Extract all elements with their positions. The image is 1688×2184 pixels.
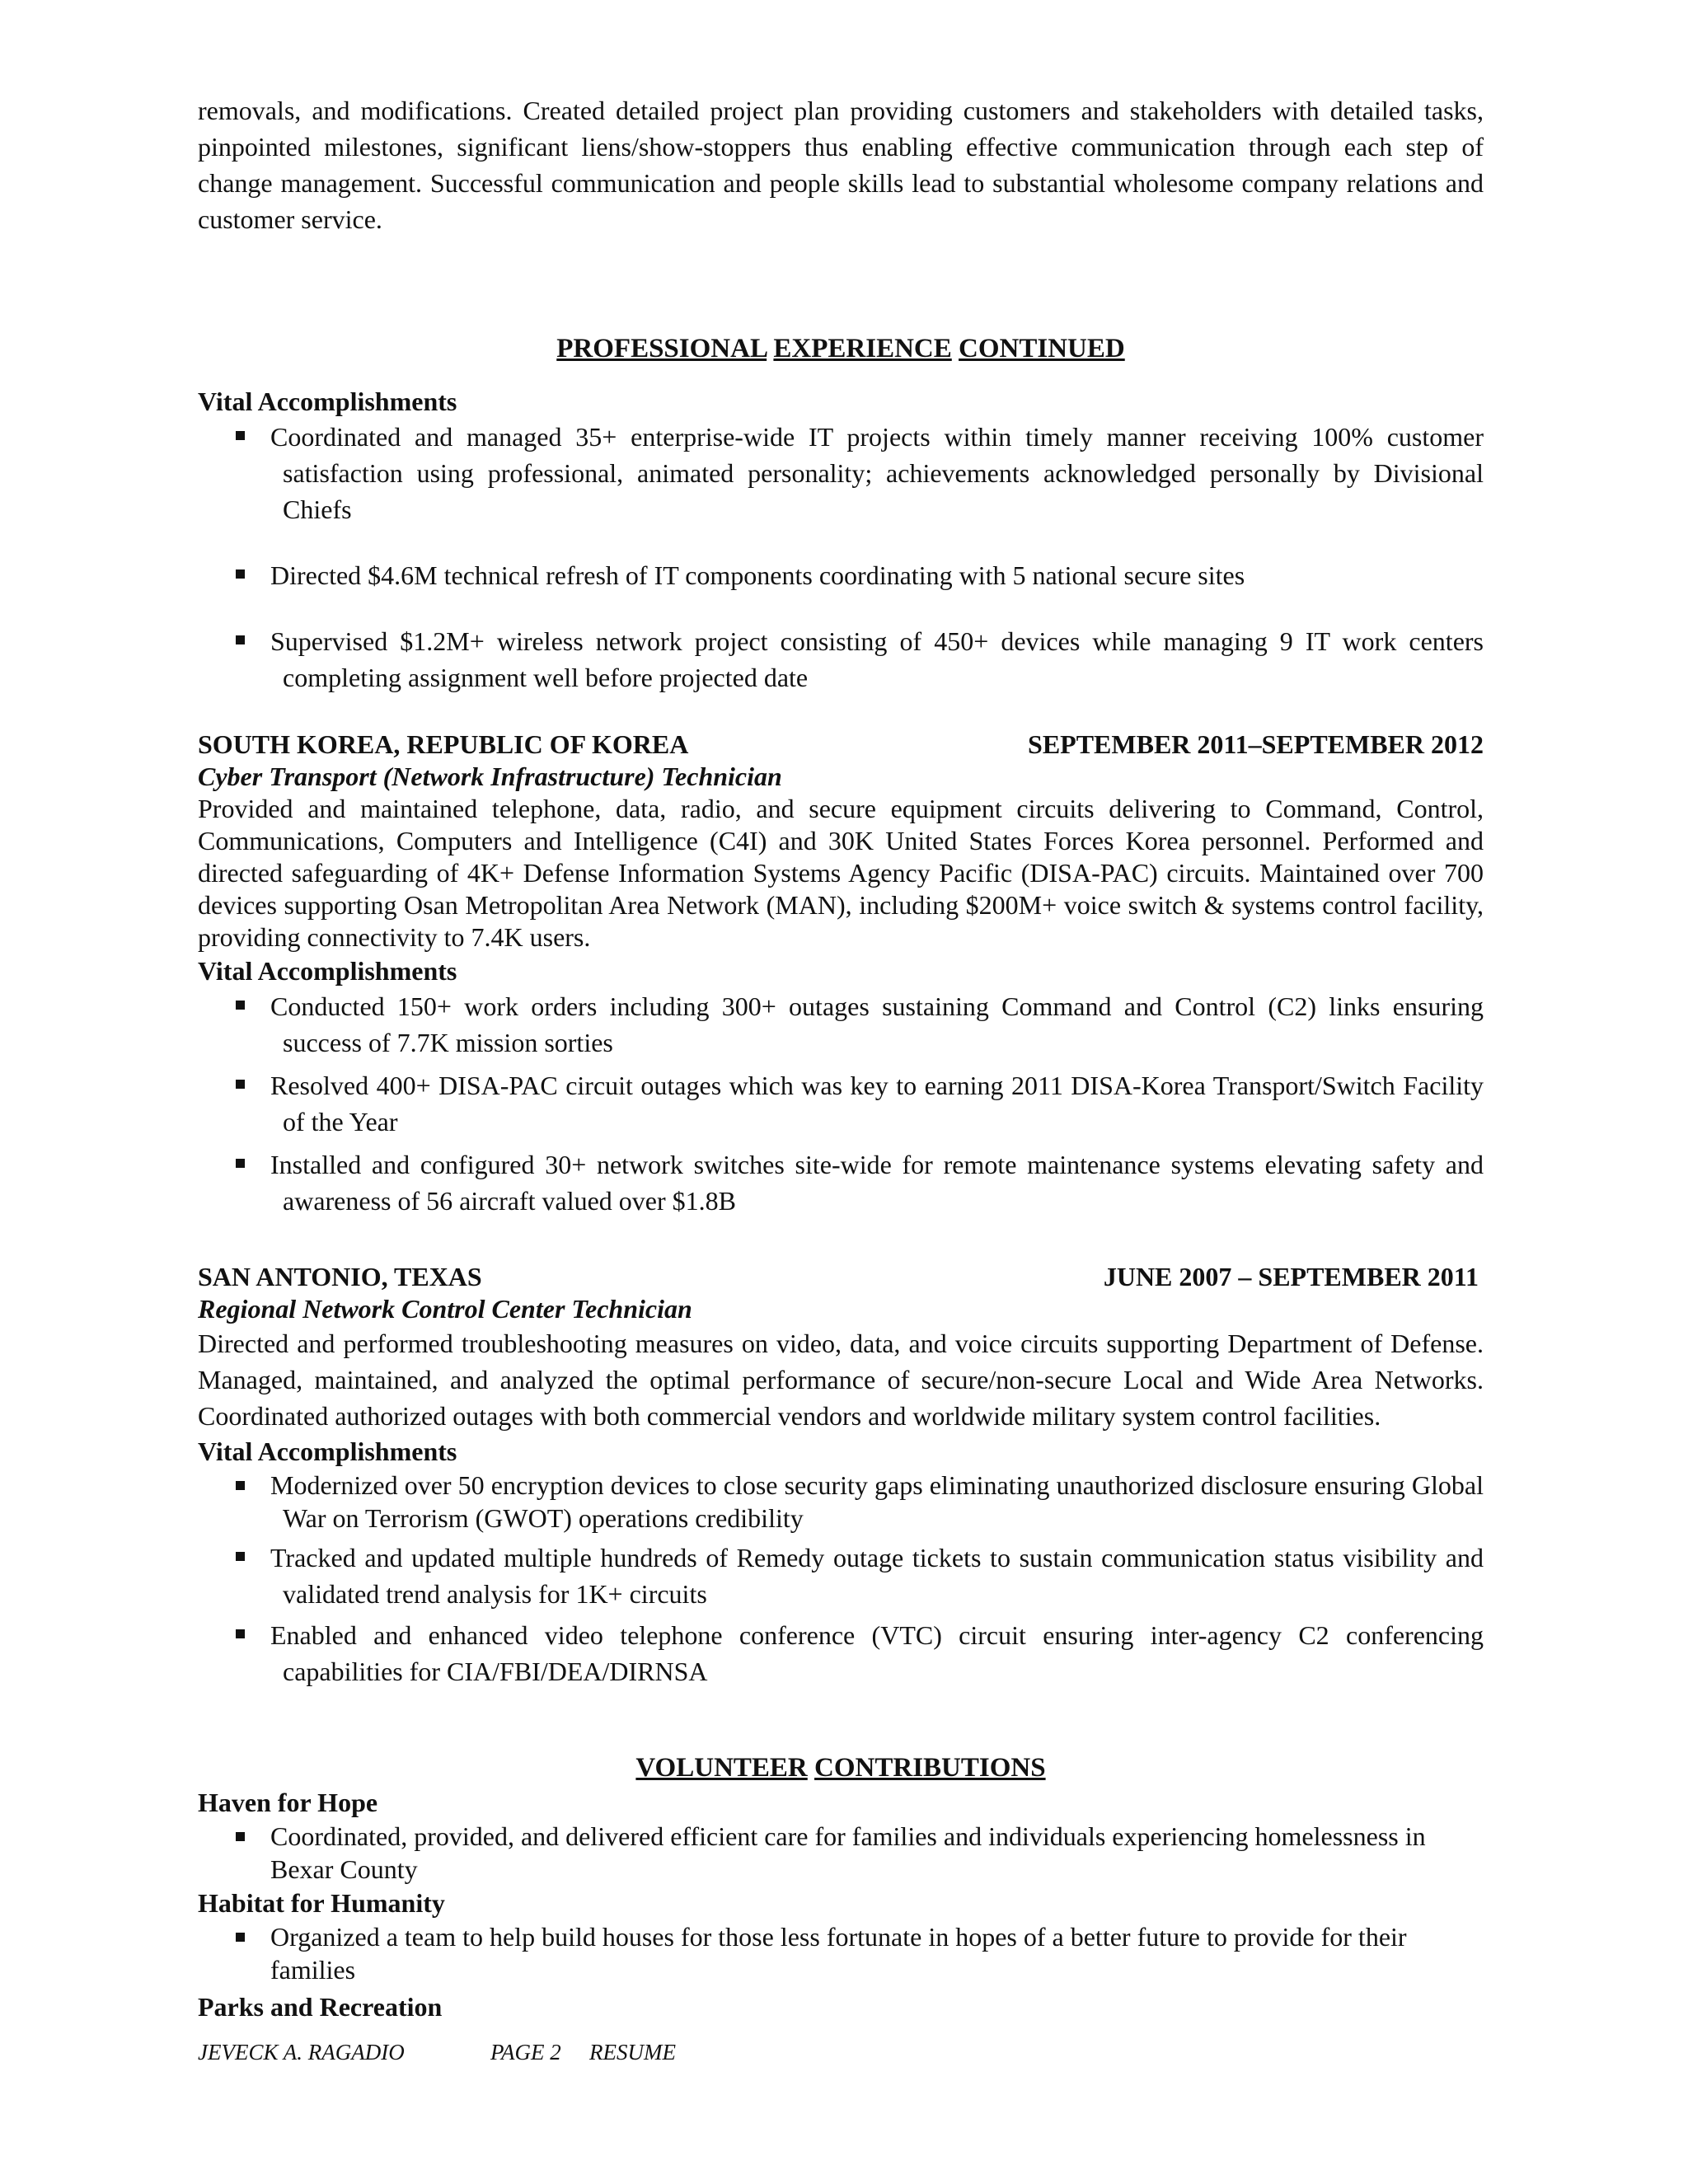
job-body	[198, 760, 1484, 1219]
list-item	[198, 988, 1484, 1061]
volunteer-org-name: Habitat for Humanity	[198, 1888, 445, 1918]
accomplishments-heading: Vital Accomplishments	[198, 956, 457, 986]
list-item-text: Tracked and updated multiple hundreds of Remedy outage tickets to sustain communication status visibility and validated trend analysis for 1K+ circuits	[270, 1543, 1484, 1609]
list-item-text: Installed and configured 30+ network switches site-wide for remote maintenance systems elevating safety and awareness of 56 aircraft valued over $1.8B	[270, 1150, 1484, 1216]
job-title: Regional Network Control Center Technician	[198, 1294, 692, 1324]
list-item-text: Modernized over 50 encryption devices to close security gaps eliminating unauthorized disclosure ensuring Global War on Terrorism (GWOT) operations credibility	[270, 1470, 1484, 1533]
list-item	[198, 1146, 1484, 1219]
bullet-square-icon	[236, 431, 245, 440]
footer-page-number: PAGE 2	[490, 2040, 561, 2064]
bullet-square-icon	[236, 1552, 245, 1561]
footer-label: RESUME	[589, 2040, 676, 2064]
volunteer-list	[198, 1920, 1484, 1986]
intro-paragraph: removals, and modifications. Created detailed project plan providing customers and stakeholders with detailed tasks, pinpointed milestones, significant liens/show-stoppers thus enabling effective communication through each step of change management. Successful communication and people skills lead to substantial wholesome company relations and customer service.	[198, 96, 1484, 234]
volunteer-org-name: Parks and Recreation	[198, 1992, 443, 2022]
list-item-text: Organized a team to help build houses for those less fortunate in hopes of a better future to provide for their families	[270, 1922, 1407, 1985]
job-description: Directed and performed troubleshooting measures on video, data, and voice circuits supporting Department of Defense. Managed, maintained, and analyzed the optimal performance of secure/non-secure Local and Wide Area Networks. Coordinated authorized outages with both commercial vendors and worldwide military system control facilities.	[198, 1329, 1484, 1431]
experience-title-word: PROFESSIONAL	[556, 334, 767, 363]
job-location: SAN ANTONIO, TEXAS	[198, 1262, 482, 1291]
job-location: SOUTH KOREA, REPUBLIC OF KOREA	[198, 729, 689, 759]
bullet-square-icon	[236, 1159, 245, 1168]
experience-title-word: CONTINUED	[959, 334, 1125, 363]
volunteer-list	[198, 1820, 1484, 1886]
prior-accomplishments	[198, 384, 1484, 696]
list-item-text: Resolved 400+ DISA-PAC circuit outages which was key to earning 2011 DISA-Korea Transport/Switch Facility of the Year	[270, 1071, 1484, 1137]
list-item-text: Supervised $1.2M+ wireless network project consisting of 450+ devices while managing 9 IT work centers completing assignment well before projected date	[270, 626, 1484, 692]
volunteer-org-name: Haven for Hope	[198, 1788, 378, 1817]
list-item-text: Enabled and enhanced video telephone conference (VTC) circuit ensuring inter-agency C2 conferencing capabilities for CIA/FBI/DEA/DIRNSA	[270, 1620, 1484, 1686]
accomplishments-list	[198, 1469, 1484, 1690]
volunteer-title-word: CONTRIBUTIONS	[814, 1753, 1046, 1783]
volunteer-title-word: VOLUNTEER	[635, 1753, 808, 1783]
list-item-text: Coordinated, provided, and delivered efficient care for families and individuals experiencing homelessness in Bexar County	[270, 1821, 1426, 1884]
bullet-square-icon	[236, 1001, 245, 1010]
bullet-square-icon	[236, 1080, 245, 1089]
bullet-square-icon	[236, 1933, 245, 1942]
footer-name: JEVECK A. RAGADIO	[198, 2040, 405, 2064]
volunteer-section-title	[198, 1750, 1484, 1785]
bullet-square-icon	[236, 1481, 245, 1490]
list-item	[198, 1820, 1484, 1886]
list-item	[198, 557, 1484, 593]
bullet-square-icon	[236, 635, 245, 644]
job-dates: SEPTEMBER 2011–SEPTEMBER 2012	[1028, 729, 1484, 759]
experience-title-word: EXPERIENCE	[773, 334, 952, 363]
list-item-text: Directed $4.6M technical refresh of IT components coordinating with 5 national secure sites	[270, 560, 1245, 590]
bullet-square-icon	[236, 1832, 245, 1841]
accomplishments-heading: Vital Accomplishments	[198, 387, 457, 416]
bullet-square-icon	[236, 1629, 245, 1638]
accomplishments-list	[198, 988, 1484, 1219]
job-description: Provided and maintained telephone, data, radio, and secure equipment circuits delivering to Command, Control, Communications, Computers and Intelligence (C4I) and 30K United States Forces Korea personnel. Performed and directed safeguarding of 4K+ Defense Information Systems Agency Pacific (DISA-PAC) circuits. Maintained over 700 devices supporting Osan Metropolitan Area Network (MAN), including $200M+ voice switch & systems control facility, providing connectivity to 7.4K users.	[198, 794, 1484, 952]
job-header	[198, 1259, 1484, 1294]
list-item	[198, 1540, 1484, 1612]
list-item-text: Conducted 150+ work orders including 300+ outages sustaining Command and Control (C2) links ensuring success of 7.7K mission sorties	[270, 991, 1484, 1057]
accomplishments-heading: Vital Accomplishments	[198, 1436, 457, 1466]
list-item	[198, 1067, 1484, 1140]
experience-section-title	[198, 331, 1484, 366]
list-item	[198, 1617, 1484, 1690]
volunteer-block	[198, 1785, 1484, 2024]
job-header	[198, 727, 1484, 762]
list-item	[198, 623, 1484, 696]
job-title: Cyber Transport (Network Infrastructure) Technician	[198, 762, 782, 791]
job-dates: JUNE 2007 – SEPTEMBER 2011	[1103, 1262, 1479, 1291]
job-body	[198, 1292, 1484, 1690]
accomplishments-list	[198, 419, 1484, 696]
list-item	[198, 419, 1484, 527]
bullet-square-icon	[236, 569, 245, 579]
list-item	[198, 1469, 1484, 1535]
intro-block	[198, 92, 1484, 237]
list-item	[198, 1920, 1484, 1986]
list-item-text: Coordinated and managed 35+ enterprise-wide IT projects within timely manner receiving 100% customer satisfaction using professional, animated personality; achievements acknowledged personally by Divisional Chiefs	[270, 422, 1484, 524]
